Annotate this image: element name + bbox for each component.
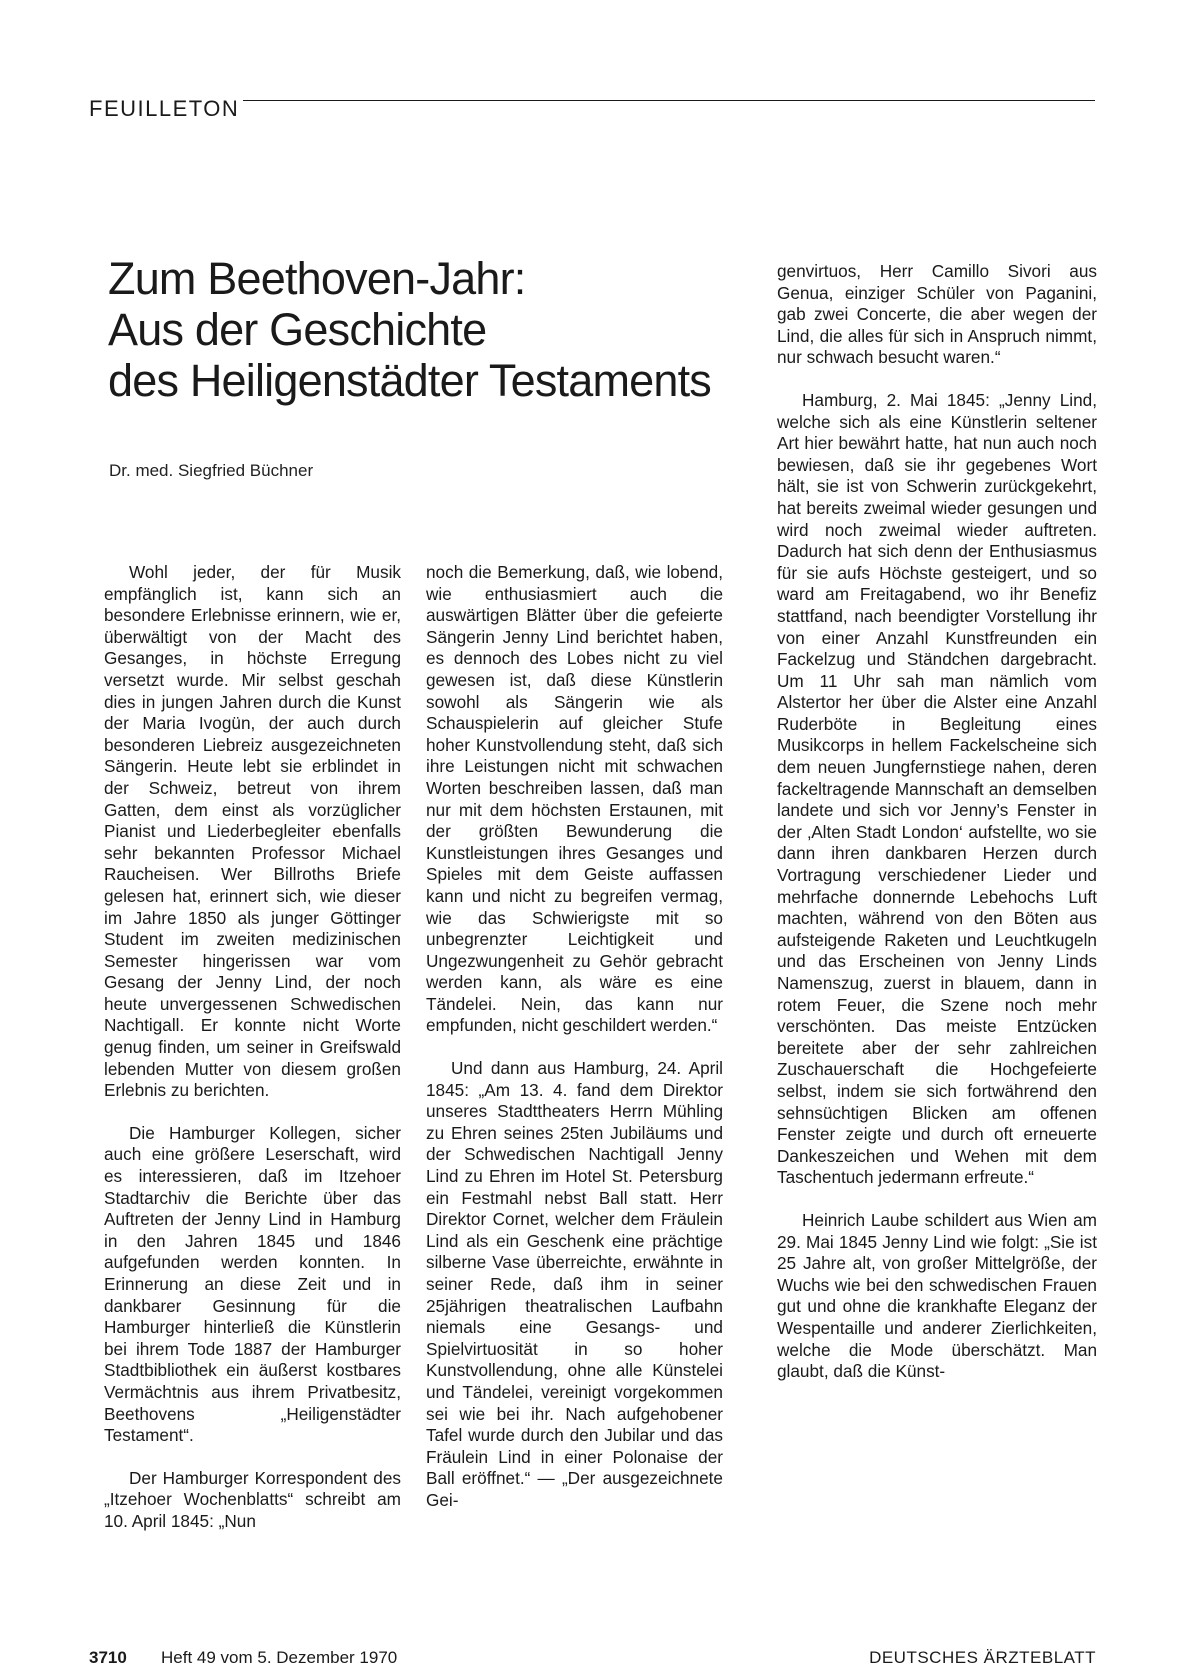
article-title [108, 253, 768, 406]
paragraph: noch die Bemerkung, daß, wie lobend, wie enthusiasmiert auch die auswärtigen Blätter über die gefeierte Sängerin Jenny Lind berichtet haben, es dennoch des Lobes nicht zu viel gewesen ist, daß diese Künstlerin sowohl als Sängerin wie als Schauspielerin auf gleicher Stufe hoher Kunstvollendung steht, daß sich ihre Leistungen nicht mit schwachen Worten beschreiben lassen, daß man nur mit dem höchsten Erstaunen, mit der größten Bewunderung die Kunstleistungen ihres Gesanges und Spieles mit dem Geiste auffassen kann und nicht zu begreifen vermag, wie das Schwierigste mit so unbegrenzter Leichtigkeit und Ungezwungenheit zu Gehör gebracht werden kann, als wäre es eine Tändelei. Nein, das kann nur empfunden, nicht geschildert werden.“ [426, 562, 723, 1036]
paragraph: Heinrich Laube schildert aus Wien am 29. Mai 1845 Jenny Lind wie folgt: „Sie ist 25 Jahre alt, von großer Mittelgröße, der Wuchs wie bei den schwedischen Frauen gut und ohne die krankhafte Eleganz der Wespentaille und anderer Zierlichkeiten, welche die Mode überschätzt. Man glaubt, daß die Künst- [777, 1209, 1097, 1382]
title-line: Aus der Geschichte [108, 304, 487, 355]
paragraph: genvirtuos, Herr Camillo Sivori aus Genua, einziger Schüler von Paganini, gab zwei Concerte, die aber wegen der Lind, die alles für sich in Anspruch nimmt, nur schwach besucht waren.“ [777, 261, 1097, 368]
text-column-1 [104, 562, 401, 1554]
paragraph: Und dann aus Hamburg, 24. April 1845: „Am 13. 4. fand dem Direktor unseres Stadttheaters Herrn Mühling zu Ehren seines 25ten Jubiläums und der Schwedischen Nachtigall Jenny Lind zu Ehren im Hotel St. Petersburg ein Festmahl nebst Ball statt. Herr Direktor Cornet, welcher dem Fräulein Lind als ein Geschenk eine prächtige silberne Vase überreichte, erwähnte in seiner Rede, daß ihm in seiner 25jährigen theatralischen Laufbahn niemals eine Gesangs- und Spielvirtuosität in so hoher Kunstvollendung, ohne alle Künstelei und Tändelei, vereinigt vorgekommen sei wie bei ihr. Nach aufgehobener Tafel wurde durch den Jubilar und das Fräulein Lind in einer Polonaise der Ball eröffnet.“ — „Der ausgezeichnete Gei- [426, 1058, 723, 1510]
text-column-2 [426, 562, 723, 1533]
section-rule [243, 100, 1095, 101]
journal-name: DEUTSCHES ÄRZTEBLATT [869, 1648, 1096, 1667]
issue-info: Heft 49 vom 5. Dezember 1970 [161, 1648, 398, 1667]
paragraph: Wohl jeder, der für Musik empfänglich ist, kann sich an besondere Erlebnisse erinnern, wie er, überwältigt von der Macht des Gesanges, in höchste Erregung versetzt wurde. Mir selbst geschah dies in jungen Jahren durch die Kunst der Maria Ivogün, der auch durch besonderen Liebreiz ausgezeichneten Sängerin. Heute lebt sie erblindet in der Schweiz, betreut von ihrem Gatten, dem einst als vorzüglicher Pianist und Liederbegleiter ebenfalls sehr bekannten Professor Michael Raucheisen. Wer Billroths Briefe gelesen hat, erinnert sich, wie dieser im Jahre 1850 als junger Göttinger Student im zweiten medizinischen Semester hingerissen war vom Gesang der Jenny Lind, der noch heute unvergessenen Schwedischen Nachtigall. Er konnte nicht Worte genug finden, um seiner in Greifswald lebenden Mutter von diesem großen Erlebnis zu berichten. [104, 562, 401, 1101]
title-line: des Heiligenstädter Testaments [108, 355, 712, 406]
page-number: 3710 [89, 1648, 127, 1667]
paragraph: Die Hamburger Kollegen, sicher auch eine größere Leserschaft, wird es interessieren, daß im Itzehoer Stadtarchiv die Berichte über das Auftreten der Jenny Lind in Hamburg in den Jahren 1845 und 1846 aufgefunden werden konnten. In Erinnerung an diese Zeit und in dankbarer Gesinnung für die Hamburger hinterließ die Künstlerin bei ihrem Tode 1887 der Hamburger Stadtbibliothek ein äußerst kostbares Vermächtnis aus ihrem Privatbesitz, Beethovens „Heiligenstädter Testament“. [104, 1122, 401, 1446]
title-line: Zum Beethoven-Jahr: [108, 253, 526, 304]
author-byline: Dr. med. Siegfried Büchner [109, 461, 314, 480]
section-label: FEUILLETON [89, 96, 240, 121]
text-column-3 [777, 261, 1097, 1404]
paragraph: Der Hamburger Korrespondent des „Itzehoer Wochenblatts“ schreibt am 10. April 1845: „Nun [104, 1467, 401, 1531]
paragraph: Hamburg, 2. Mai 1845: „Jenny Lind, welche sich als eine Künstlerin seltener Art hier bewährt hatte, hat nun auch noch bewiesen, daß sie ihr gegebenes Wort hält, sie ist von Schwerin zurückgekehrt, hat bereits zweimal wieder gesungen und wird noch zweimal wieder auftreten. Dadurch hat sich denn der Enthusiasmus für sie aufs Höchste gesteigert, und so ward am Freitagabend, wo ihr Benefiz stattfand, nach beendigter Vorstellung ihr von einer Anzahl Kunstfreunden ein Fackelzug und Ständchen dargebracht. Um 11 Uhr sah man nämlich vom Alstertor her über die Alster eine Anzahl Ruderböte in Begleitung eines Musikcorps in hellem Fackelscheine sich dem neuen Jungfernstiege nahen, deren fackeltragende Mannschaft an demselben landete und sich vor Jenny’s Fenster in der ‚Alten Stadt London‘ aufstellte, wo sie dann ihren dankbaren Herzen durch Vortragung verschiedener Lieder und mehrfache donnernde Lebehochs Luft machten, während von den Böten aus aufsteigende Raketen und Leuchtkugeln und das Erscheinen von Jenny Linds Namenszug, zuerst in blauem, dann in rotem Feuer, die Szene noch mehr verschönten. Das meiste Entzücken bereitete aber der sehr zahlreichen Zuschauerschaft die Hochgefeierte selbst, indem sie sich fortwährend den sehnsüchtigen Blicken am offenen Fenster zeigte und durch oft erneuerte Dankeszeichen und Wehen mit dem Taschentuch jedermann erfreute.“ [777, 389, 1097, 1188]
